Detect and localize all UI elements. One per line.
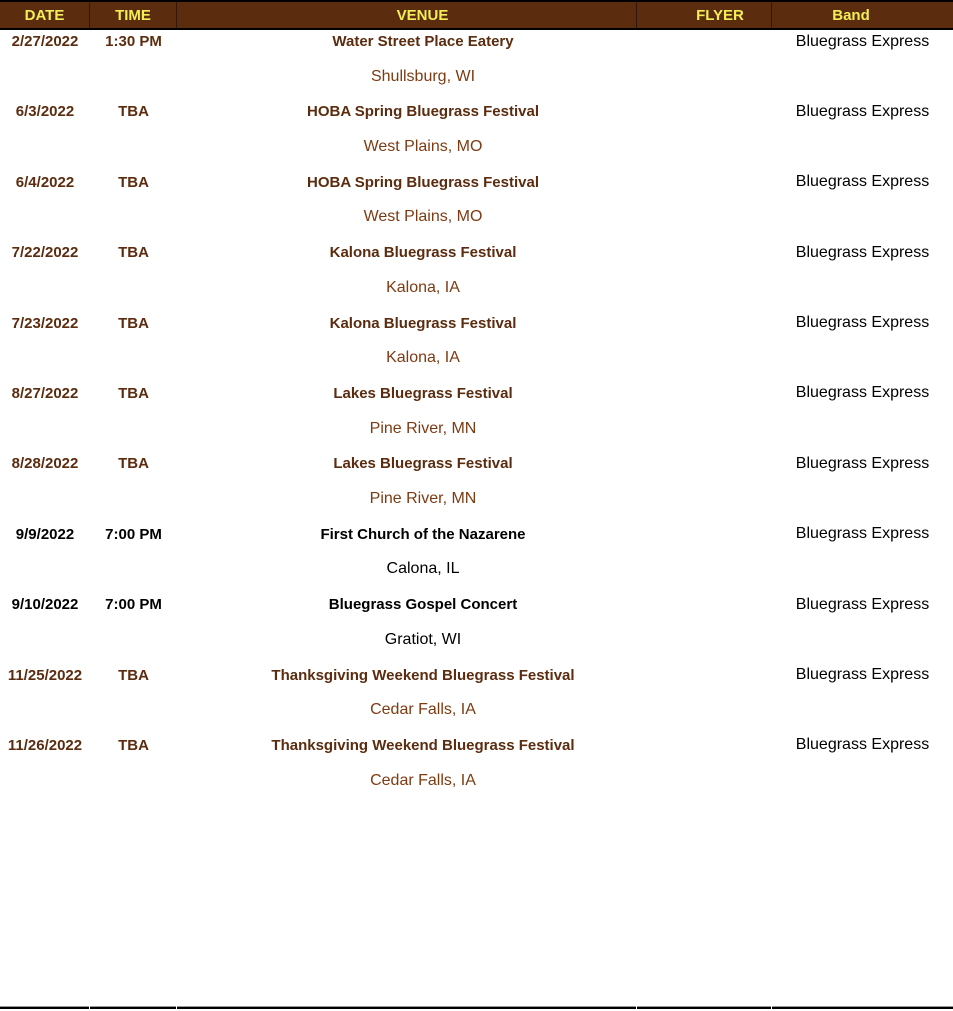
event-row [0,312,953,382]
bottom-border-segment [90,1006,176,1009]
event-location: Gratiot, WI [384,630,462,648]
header-cell-date: DATE [0,2,90,28]
event-time: TBA [118,314,149,332]
event-venue: First Church of the Nazarene [320,525,526,543]
event-venue: HOBA Spring Bluegrass Festival [306,173,539,191]
event-venue: Water Street Place Eatery [332,33,514,50]
event-location: Pine River, MN [369,419,477,437]
event-row [0,382,953,452]
event-row [0,241,953,311]
event-venue: Thanksgiving Weekend Bluegrass Festival [271,736,575,754]
event-time: TBA [118,244,149,262]
event-venue: Lakes Bluegrass Festival [333,455,513,473]
event-location: Calona, IL [386,560,460,578]
event-location: Cedar Falls, IA [370,771,476,789]
event-date: 6/4/2022 [15,173,75,191]
event-band: Bluegrass Express [795,595,930,613]
table-header-row [0,0,953,30]
event-time: TBA [118,103,149,121]
event-venue: HOBA Spring Bluegrass Festival [306,103,539,121]
event-venue: Lakes Bluegrass Festival [333,384,513,402]
event-row [0,30,953,100]
event-date: 7/22/2022 [11,244,79,262]
event-date: 7/23/2022 [11,314,79,332]
bottom-border-segment [177,1006,636,1009]
header-cell-band: Band [832,6,870,24]
header-cell-venue: VENUE [177,2,637,28]
header-cell-flyer: FLYER [637,2,772,28]
event-venue: Bluegrass Gospel Concert [328,596,518,614]
event-location: Kalona, IA [386,349,460,367]
event-band: Bluegrass Express [795,173,930,191]
event-date: 8/28/2022 [11,455,79,473]
event-row [0,452,953,522]
event-band: Bluegrass Express [795,314,930,332]
event-location: Pine River, MN [369,490,477,508]
event-time: 7:00 PM [105,525,162,543]
event-time: 1:30 PM [105,33,162,50]
event-date: 6/3/2022 [15,103,75,121]
table-bottom-border [0,1006,953,1009]
bottom-border-segment [0,1006,89,1009]
header-cell-time: TIME [90,2,177,28]
event-date: 8/27/2022 [11,384,79,402]
event-venue: Kalona Bluegrass Festival [329,244,517,262]
event-band: Bluegrass Express [795,102,930,120]
event-time: TBA [118,455,149,473]
event-time: 7:00 PM [105,596,162,614]
event-time: TBA [118,736,149,754]
event-band: Bluegrass Express [795,454,930,472]
event-time: TBA [118,173,149,191]
event-location: Kalona, IA [386,278,460,296]
event-row [0,664,953,734]
event-band: Bluegrass Express [795,736,930,754]
bottom-border-segment [772,1006,953,1009]
event-location: West Plains, MO [363,208,483,226]
event-location: Cedar Falls, IA [370,701,476,719]
event-venue: Thanksgiving Weekend Bluegrass Festival [271,666,575,684]
event-row [0,593,953,663]
event-row [0,171,953,241]
event-location: Shullsburg, WI [370,67,476,85]
event-band: Bluegrass Express [795,243,930,261]
table-body [0,30,953,804]
event-date: 2/27/2022 [11,33,79,50]
event-row [0,523,953,593]
event-time: TBA [118,666,149,684]
event-band: Bluegrass Express [795,666,930,684]
event-band: Bluegrass Express [795,32,930,50]
bottom-border-segment [637,1006,771,1009]
event-band: Bluegrass Express [795,525,930,543]
event-date: 9/10/2022 [11,596,79,614]
event-time: TBA [118,384,149,402]
event-row [0,100,953,170]
event-date: 11/26/2022 [7,736,83,754]
event-venue: Kalona Bluegrass Festival [329,314,517,332]
event-location: West Plains, MO [363,138,483,156]
event-band: Bluegrass Express [795,384,930,402]
event-date: 11/25/2022 [7,666,83,684]
event-date: 9/9/2022 [15,525,75,543]
event-row [0,734,953,804]
